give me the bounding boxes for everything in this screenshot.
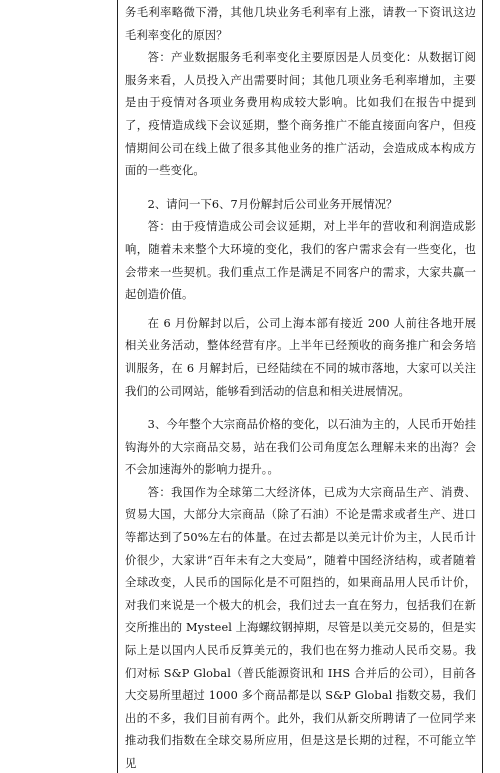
answer-2-paragraph-2: 在 6 月份解封以后，公司上海本部有接近 200 人前往各地开展相关业务活动，整体经营有序。上半年已经预收的商务推广和会务培训服务，在 6 月解封后，已经陆续在不同的城市落地，大家可以关注我们的公司网站，能够看到活动的信息和相关进展情况。	[125, 316, 476, 398]
answer-2-paragraph-1: 答：由于疫情造成公司会议延期，对上半年的营收和利润造成影响，随着未来整个大环境的变化，我们的客户需求会有一些变化，也会带来一些契机。我们重点工作是满足不同客户的需求，大家共赢一起创造价值。	[125, 220, 476, 302]
spacer	[125, 403, 476, 414]
table-content-column	[118, 0, 483, 773]
question-1-tail: 务毛利率略微下滑，其他几块业务毛利率有上涨，请教一下资讯这边毛利率变化的原因？	[125, 6, 476, 42]
qa-content	[118, 0, 482, 773]
spacer	[125, 183, 476, 194]
question-3: 3、今年整个大宗商品价格的变化，以石油为主的，人民币开始挂钩海外的大宗商品交易，站在我们公司角度怎么理解未来的出海？会不会加速海外的影响力提升。。	[125, 418, 476, 477]
answer-3: 答：我国作为全球第二大经济体，已成为大宗商品生产、消费、贸易大国，大部分大宗商品（除了石油）不论是需求或者生产、进口等都达到了50%左右的体量。在过去都是以美元计价为主，人民币计价很少，大家讲“百年未有之大变局”，随着中国经济结构，或者随着全球改变，人民币的国际化是不可阻挡的，如果商品用人民币计价，对我们来说是一个极大的机会，我们过去一直在努力，包括我们在新交所推出的 Mysteel 上海螺纹钢掉期，尽管是以美元交易的，但是实际上是以国内人民币反算美元的，我们也在努力推动人民币交易。我们对标 S&P Global（普氏能源资讯和 IHS 合并后的公司），目前各大交易所里超过 1000 多个商品都是以 S&P Global 指数交易，我们出的不多，我们目前有两个。此外，我们从新交所聘请了一位同学来推动我们指数在全球交易所应用，但是这是长期的过程，不可能立竿见	[125, 485, 476, 770]
answer-1: 答：产业数据服务毛利率变化主要原因是人员变化：从数据订阅服务来看，人员投入产出需要时间；其他几项业务毛利率增加，主要是由于疫情对各项业务费用构成较大影响。比如我们在报告中提到了，疫情造成线下会议延期，整个商务推广不能直接面向客户，但疫情期间公司在线上做了很多其他业务的推广活动，会造成成本构成方面的一些变化。	[125, 51, 476, 178]
table-label-column	[0, 0, 118, 773]
question-2: 2、请问一下6、7月份解封后公司业务开展情况？	[147, 197, 398, 211]
